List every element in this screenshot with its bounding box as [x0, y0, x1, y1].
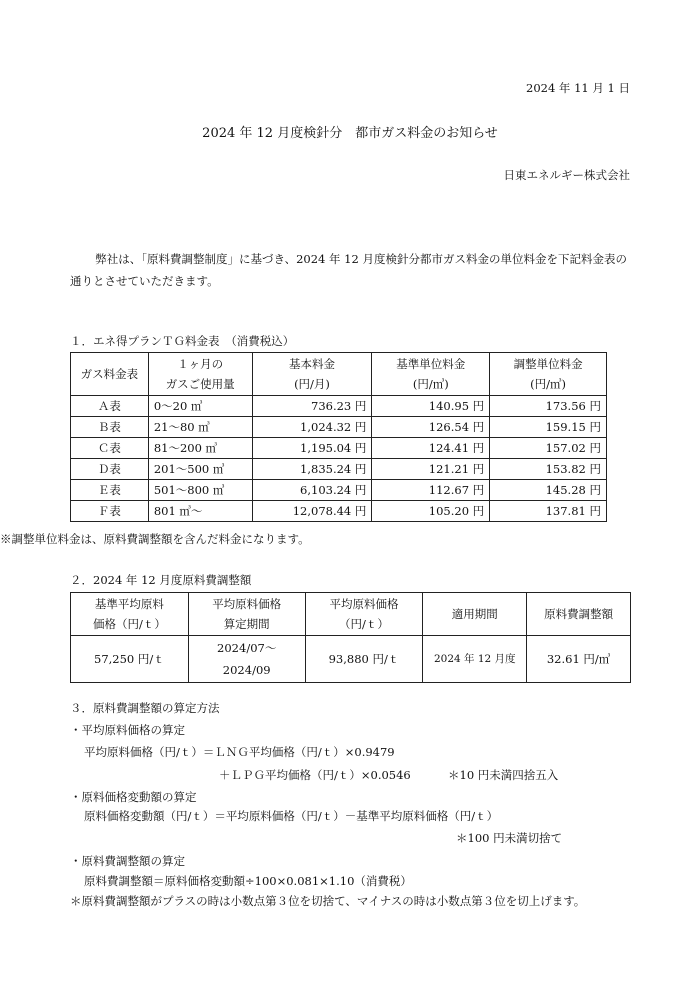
apply-period-value: 2024 年 12 月度 [423, 636, 527, 683]
plan-cell: Ｆ表 [71, 501, 149, 522]
formula-avg-price-line1: 平均原料価格（円/ｔ）＝ＬＮＧ平均価格（円/ｔ）×0.9479 [84, 745, 395, 759]
rate-table-row [71, 501, 607, 522]
adjustment-table [70, 592, 631, 683]
usage-cell: 81～200 ㎥ [148, 438, 252, 459]
adjustment-table-header [71, 593, 631, 636]
basic-fee-cell: 12,078.44 円 [252, 501, 372, 522]
plan-cell: Ｄ表 [71, 459, 149, 480]
rate-table-header [71, 353, 607, 396]
col-basic: 基本料金 (円/月) [252, 353, 372, 396]
plan-cell: Ｂ表 [71, 417, 149, 438]
usage-cell: 201～500 ㎥ [148, 459, 252, 480]
col-adjustment: 原料費調整額 [527, 593, 631, 636]
col-plan: ガス料金表 [71, 353, 149, 396]
base-unit-cell: 126.54 円 [372, 417, 490, 438]
base-unit-cell: 121.21 円 [372, 459, 490, 480]
basic-fee-cell: 1,835.24 円 [252, 459, 372, 480]
avg-price-value: 93,880 円/ｔ [305, 636, 423, 683]
col-usage [148, 353, 252, 396]
intro-paragraph: 弊社は、「原料費調整制度」に基づき、2024 年 12 月度検針分都市ガス料金の単位料金を下記料金表の通りとさせていただきます。 [70, 252, 627, 288]
basic-fee-cell: 6,103.24 円 [252, 480, 372, 501]
plan-cell: Ａ表 [71, 396, 149, 417]
sub-adjustment: ・原料費調整額の算定 [70, 854, 185, 868]
col-avg-price: 平均原料価格 （円/ｔ） [305, 593, 423, 636]
sub-price-change: ・原料価格変動額の算定 [70, 790, 197, 804]
usage-cell: 0～20 ㎥ [148, 396, 252, 417]
section1-heading: １．エネ得プランＴＧ料金表 （消費税込） [70, 334, 295, 348]
rounding-footnote: ＊原料費調整額がプラスの時は小数点第３位を切捨て、マイナスの時は小数点第３位を切上げます。 [70, 894, 586, 908]
adj-unit-cell: 137.81 円 [490, 501, 607, 522]
col-apply-period: 適用期間 [423, 593, 527, 636]
formula-adjustment: 原料費調整額＝原料価格変動額÷100×0.081×1.10（消費税） [84, 874, 412, 888]
page-title: 2024 年 12 月度検針分 都市ガス料金のお知らせ [202, 126, 498, 141]
adjustment-value: 32.61 円/㎥ [527, 636, 631, 683]
adj-unit-cell: 159.15 円 [490, 417, 607, 438]
plan-cell: Ｅ表 [71, 480, 149, 501]
section1-note: ※調整単位料金は、原料費調整額を含んだ料金になります。 [0, 532, 310, 546]
base-avg-price-value: 57,250 円/ｔ [71, 636, 189, 683]
calc-period-value: 2024/07～ 2024/09 [188, 636, 305, 683]
adj-unit-cell: 173.56 円 [490, 396, 607, 417]
rate-table-row [71, 480, 607, 501]
adj-unit-cell: 153.82 円 [490, 459, 607, 480]
rate-table-row [71, 438, 607, 459]
base-unit-cell: 105.20 円 [372, 501, 490, 522]
issue-date: 2024 年 11 月 1 日 [526, 81, 630, 95]
rate-table-row [71, 417, 607, 438]
basic-fee-cell: 736.23 円 [252, 396, 372, 417]
sub-avg-price: ・平均原料価格の算定 [70, 723, 185, 737]
basic-fee-cell: 1,195.04 円 [252, 438, 372, 459]
rate-table-row [71, 396, 607, 417]
basic-fee-cell: 1,024.32 円 [252, 417, 372, 438]
usage-cell: 801 ㎥～ [148, 501, 252, 522]
base-unit-cell: 124.41 円 [372, 438, 490, 459]
plan-cell: Ｃ表 [71, 438, 149, 459]
usage-cell: 21～80 ㎥ [148, 417, 252, 438]
usage-cell: 501～800 ㎥ [148, 480, 252, 501]
adj-unit-cell: 157.02 円 [490, 438, 607, 459]
formula-price-change-rounding: ＊100 円未満切捨て [456, 831, 563, 845]
col-calc-period: 平均原料価格 算定期間 [188, 593, 305, 636]
formula-avg-price-rounding: ＊10 円未満四捨五入 [448, 768, 559, 782]
formula-avg-price-line2: ＋ＬＰＧ平均価格（円/ｔ）×0.0546 [219, 768, 411, 782]
company-name: 日東エネルギー株式会社 [503, 168, 630, 182]
section2-heading: ２．2024 年 12 月度原料費調整額 [70, 573, 252, 587]
col-usage-label: １ヶ月の ガスご使用量 [165, 357, 235, 391]
base-unit-cell: 140.95 円 [372, 396, 490, 417]
base-unit-cell: 112.67 円 [372, 480, 490, 501]
col-base-unit: 基準単位料金 (円/㎥) [372, 353, 490, 396]
formula-price-change: 原料価格変動額（円/ｔ）＝平均原料価格（円/ｔ）－基準平均原料価格（円/ｔ） [84, 809, 499, 823]
rate-table [70, 352, 607, 522]
adjustment-table-row [71, 636, 631, 683]
col-base-avg-price: 基準平均原料 価格（円/ｔ） [71, 593, 189, 636]
section3-heading: ３．原料費調整額の算定方法 [70, 701, 220, 715]
rate-table-row [71, 459, 607, 480]
adj-unit-cell: 145.28 円 [490, 480, 607, 501]
col-adj-unit: 調整単位料金 (円/㎥) [490, 353, 607, 396]
